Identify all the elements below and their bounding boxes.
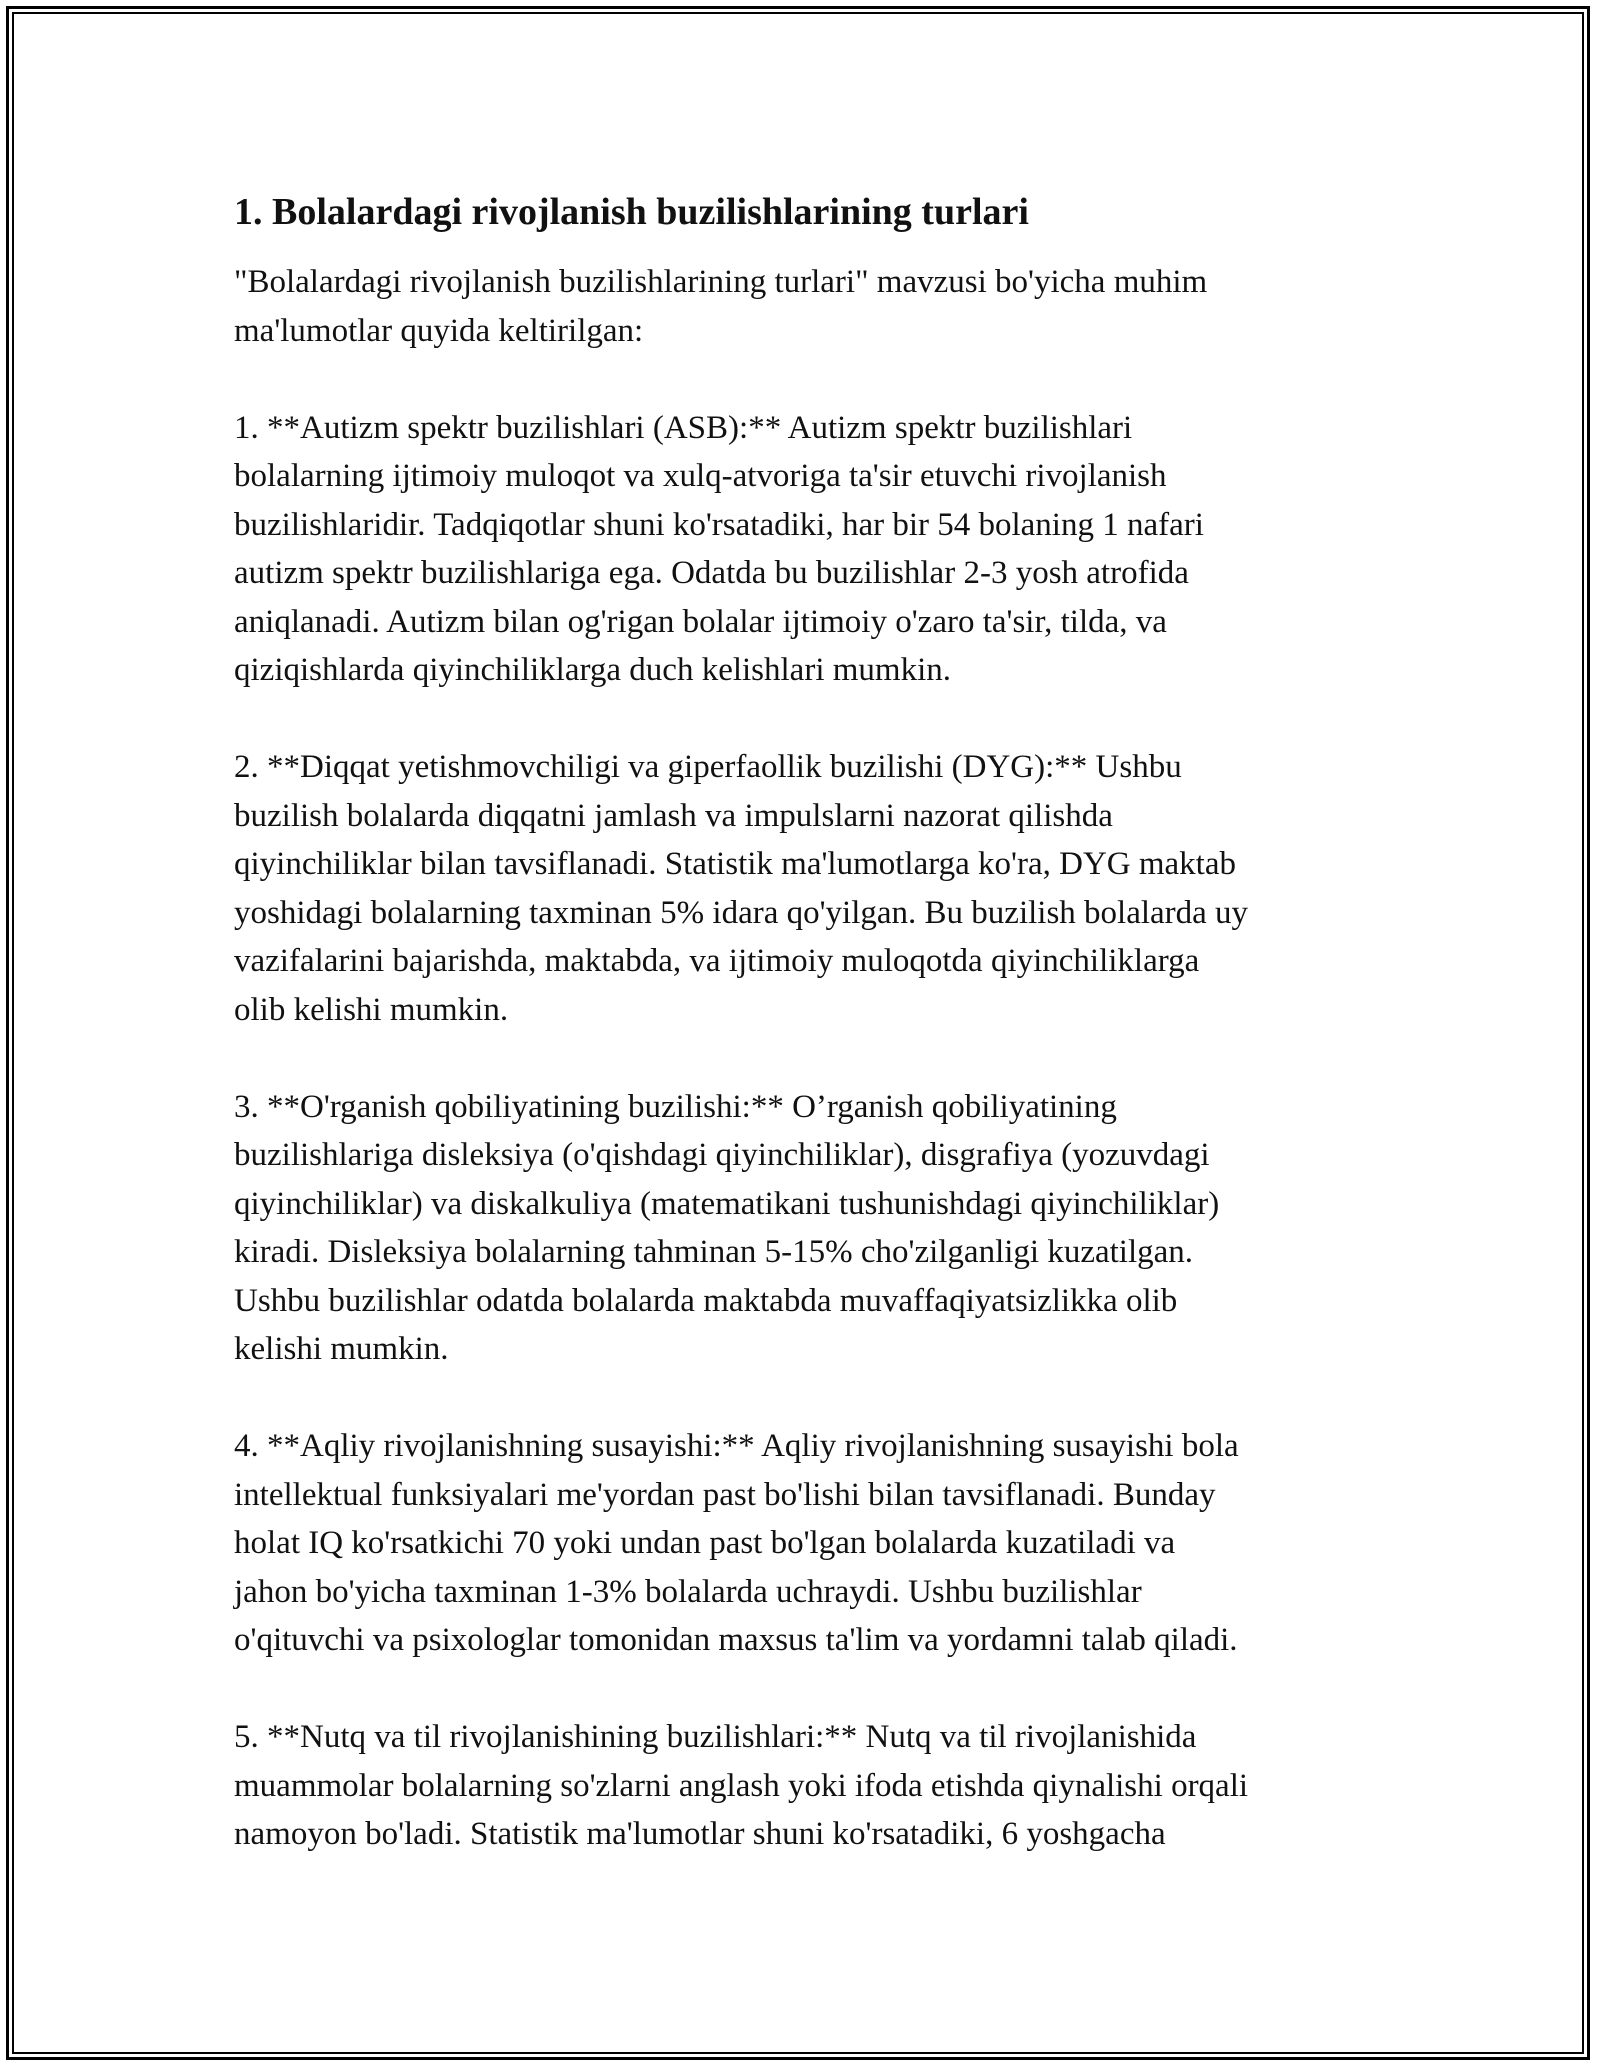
paragraph-adhd: 2. **Diqqat yetishmovchiligi va giperfaollik buzilishi (DYG):** Ushbu buzilish bolalarda diqqatni jamlash va impulslarni nazorat qilishda qiyinchiliklar bilan tavsiflanadi. Statistik ma'lumotlarga ko'ra, DYG maktab yoshidagi bolalarning taxminan 5% idara qo'yilgan. Bu buzilish bolalarda uy vazifalarini bajarishda, maktabda, va ijtimoiy muloqotda qiyinchiliklarga olib kelishi mumkin. <box>234 749 1249 1028</box>
paragraph-speech-language: 5. **Nutq va til rivojlanishining buzilishlari:** Nutq va til rivojlanishida muammolar bolalarning so'zlarni anglash yoki ifoda etishda qiynalishi orqali namoyon bo'ladi. Statistik ma'lumotlar shuni ko'rsatadiki, 6 yoshgacha <box>234 1719 1249 1852</box>
paragraph-autism: 1. **Autizm spektr buzilishlari (ASB):** Autizm spektr buzilishlari bolalarning ijtimoiy muloqot va xulq-atvoriga ta'sir etuvchi rivojlanish buzilishlaridir. Tadqiqotlar shuni ko'rsatadiki, har bir 54 bolaning 1 nafari autizm spektr buzilishlariga ega. Odatda bu buzilishlar 2-3 yosh atrofida aniqlanadi. Autizm bilan og'rigan bolalar ijtimoiy o'zaro ta'sir, tilda, va qiziqishlarda qiyinchiliklarga duch kelishlari mumkin. <box>234 409 1204 688</box>
document-page <box>234 188 1374 1907</box>
paragraph-intellectual-disability: 4. **Aqliy rivojlanishning susayishi:** Aqliy rivojlanishning susayishi bola intellektual funksiyalari me'yordan past bo'lishi bilan tavsiflanadi. Bunday holat IQ ko'rsatkichi 70 yoki undan past bo'lgan bolalarda kuzatiladi va jahon bo'yicha taxminan 1-3% bolalarda uchraydi. Ushbu buzilishlar o'qituvchi va psixologlar tomonidan maxsus ta'lim va yordamni talab qiladi. <box>234 1428 1239 1658</box>
document-title: 1. Bolalardagi rivojlanish buzilishlarining turlari <box>234 191 1029 233</box>
intro-paragraph: "Bolalardagi rivojlanish buzilishlarining turlari" mavzusi bo'yicha muhim ma'lumotlar quyida keltirilgan: <box>234 264 1208 349</box>
paragraph-learning-disorder: 3. **O'rganish qobiliyatining buzilishi:** O’rganish qobiliyatining buzilishlariga disleksiya (o'qishdagi qiyinchiliklar), disgrafiya (yozuvdagi qiyinchiliklar) va diskalkuliya (matematikani tushunishdagi qiyinchiliklar) kiradi. Disleksiya bolalarning tahminan 5-15% cho'zilganligi kuzatilgan. Ushbu buzilishlar odatda bolalarda maktabda muvaffaqiyatsizlikka olib kelishi mumkin. <box>234 1088 1220 1367</box>
